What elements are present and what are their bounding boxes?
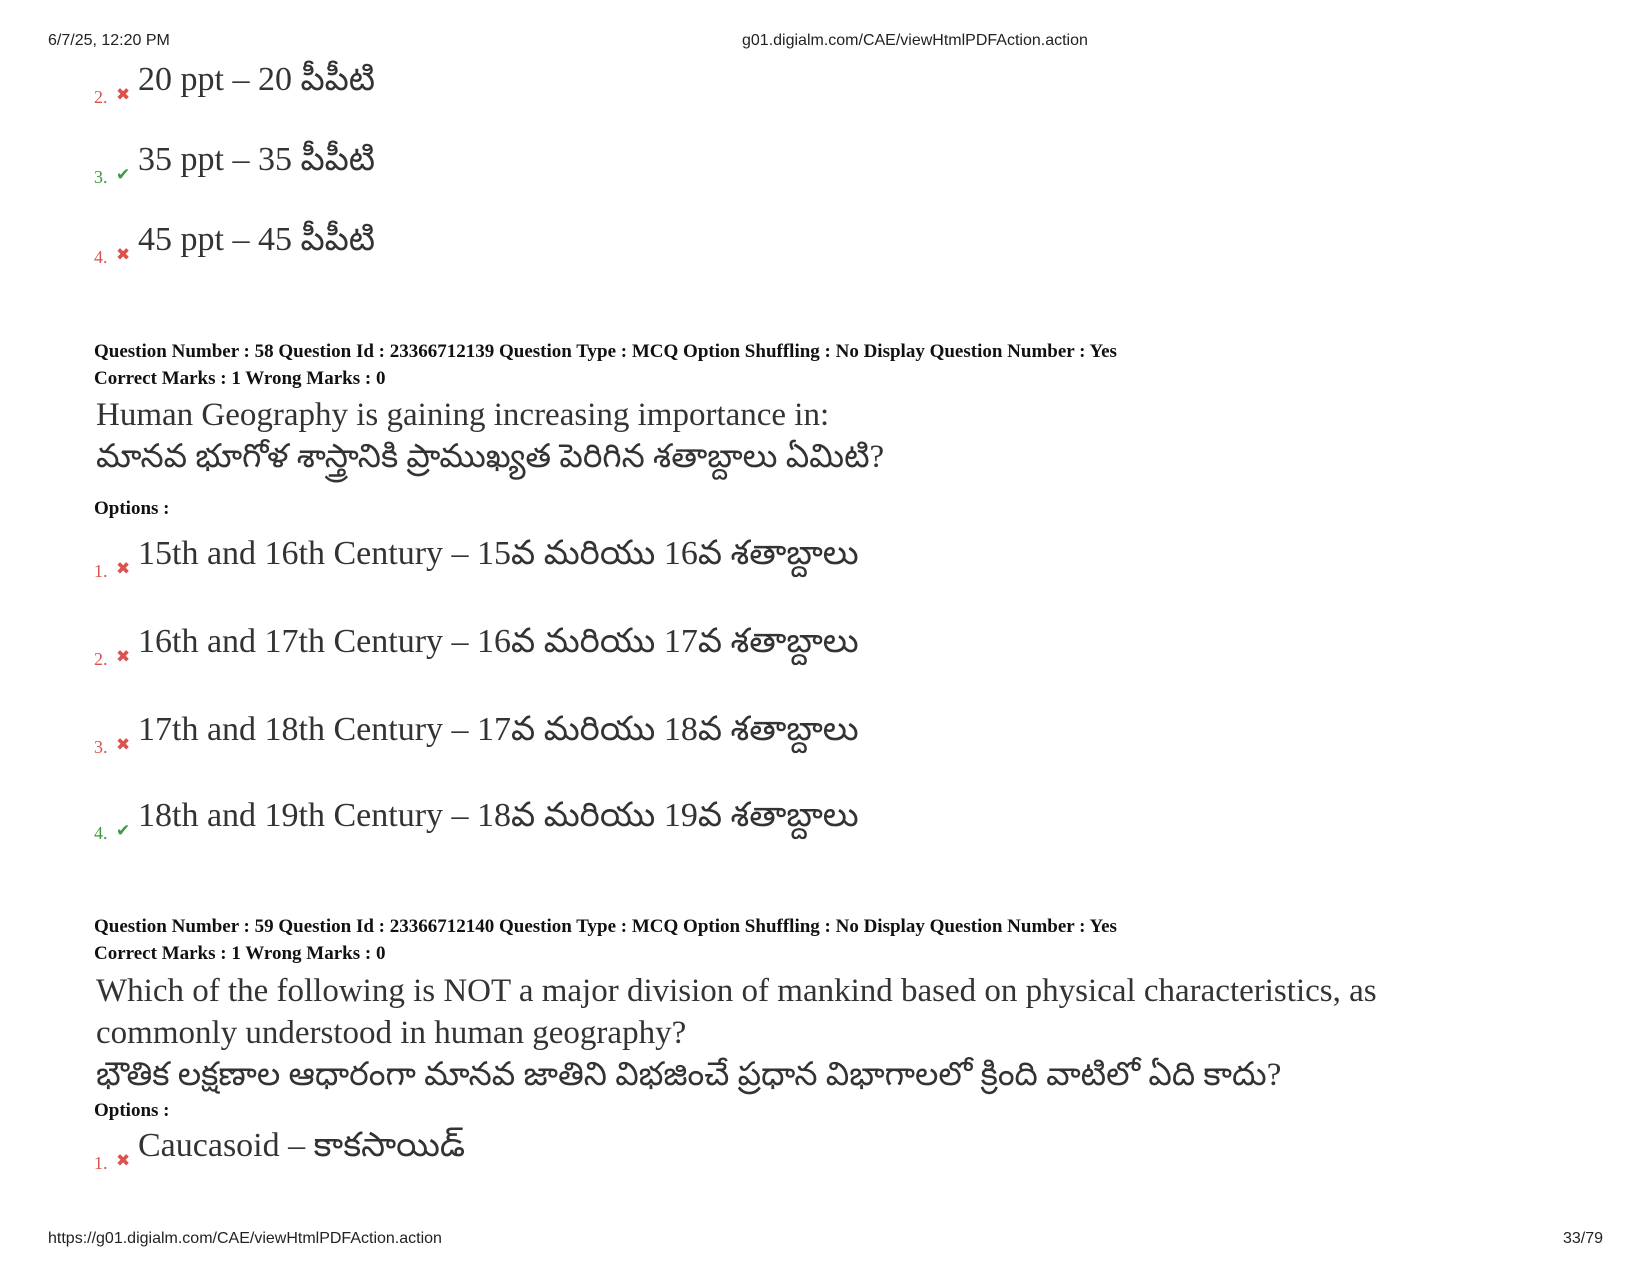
cross-icon: ✖ bbox=[116, 647, 131, 667]
cross-icon: ✖ bbox=[116, 1151, 131, 1171]
print-datetime: 6/7/25, 12:20 PM bbox=[48, 32, 170, 49]
print-url: g01.digialm.com/CAE/viewHtmlPDFAction.action bbox=[742, 32, 1088, 49]
option-number: 4. bbox=[94, 823, 108, 843]
page-number: 33/79 bbox=[1563, 1230, 1604, 1247]
check-icon: ✔ bbox=[116, 165, 131, 185]
option-text: 17th and 18th Century – 17వ మరియు 18వ శతాబ్దాలు bbox=[138, 711, 859, 748]
option-text: 35 ppt – 35 పీపీటి bbox=[138, 141, 376, 178]
option-text: Caucasoid – కాకసాయిడ్ bbox=[138, 1127, 466, 1164]
option-number: 2. bbox=[94, 87, 108, 107]
cross-icon: ✖ bbox=[116, 735, 131, 755]
option-text: 45 ppt – 45 పీపీటి bbox=[138, 221, 376, 258]
question-meta: Question Number : 59 Question Id : 23366712140 Question Type : MCQ Option Shuffling : No Display Question Number : Yes bbox=[94, 916, 1117, 937]
question-text-en: Which of the following is NOT a major division of mankind based on physical characteristics, as bbox=[96, 973, 1377, 1009]
footer-url: https://g01.digialm.com/CAE/viewHtmlPDFAction.action bbox=[48, 1230, 442, 1247]
option-text: 15th and 16th Century – 15వ మరియు 16వ శతాబ్దాలు bbox=[138, 535, 859, 572]
option-text: 18th and 19th Century – 18వ మరియు 19వ శతాబ్దాలు bbox=[138, 797, 859, 834]
option-text: 20 ppt – 20 పీపీటి bbox=[138, 61, 376, 98]
cross-icon: ✖ bbox=[116, 85, 131, 105]
question-text-en: Human Geography is gaining increasing importance in: bbox=[96, 397, 830, 433]
question-text-te: భౌతిక లక్షణాల ఆధారంగా మానవ జాతిని విభజించే ప్రధాన విభాగాలలో క్రింది వాటిలో ఏది కాదు? bbox=[96, 1057, 1282, 1093]
option-number: 1. bbox=[94, 1153, 108, 1173]
option-number: 1. bbox=[94, 561, 108, 581]
question-text-en-cont: commonly understood in human geography? bbox=[96, 1015, 687, 1051]
question-marks: Correct Marks : 1 Wrong Marks : 0 bbox=[94, 368, 386, 389]
option-number: 3. bbox=[94, 167, 108, 187]
check-icon: ✔ bbox=[116, 821, 131, 841]
options-label: Options : bbox=[94, 1100, 170, 1121]
option-number: 3. bbox=[94, 737, 108, 757]
cross-icon: ✖ bbox=[116, 559, 131, 579]
options-label: Options : bbox=[94, 498, 170, 519]
option-number: 2. bbox=[94, 649, 108, 669]
option-text: 16th and 17th Century – 16వ మరియు 17వ శతాబ్దాలు bbox=[138, 623, 859, 660]
option-number: 4. bbox=[94, 247, 108, 267]
cross-icon: ✖ bbox=[116, 245, 131, 265]
question-text-te: మానవ భూగోళ శాస్త్రానికి ప్రాముఖ్యత పెరిగిన శతాబ్దాలు ఏమిటి? bbox=[96, 439, 885, 475]
question-meta: Question Number : 58 Question Id : 23366712139 Question Type : MCQ Option Shuffling : No Display Question Number : Yes bbox=[94, 341, 1117, 362]
question-marks: Correct Marks : 1 Wrong Marks : 0 bbox=[94, 943, 386, 964]
